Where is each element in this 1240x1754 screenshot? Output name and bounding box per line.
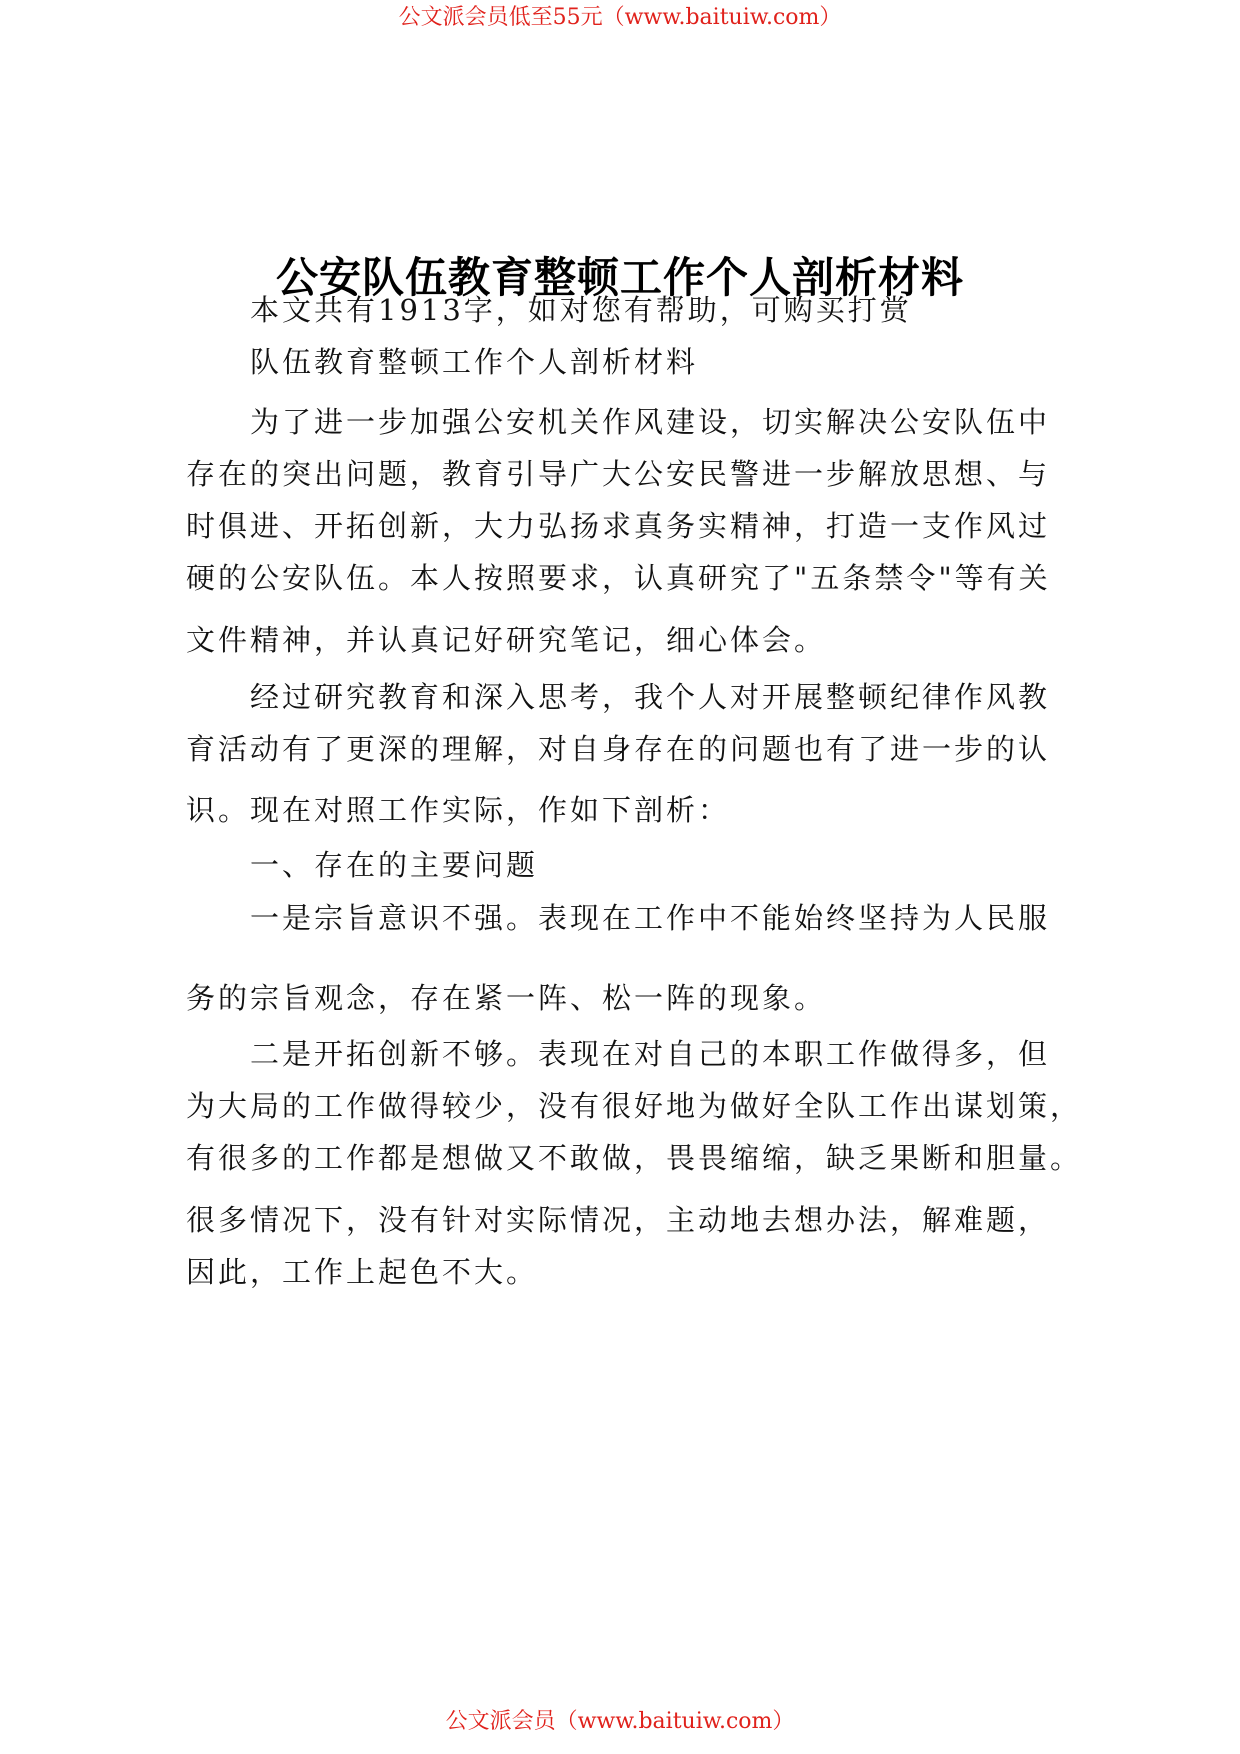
paragraph-1-line-4: 硬的公安队伍。本人按照要求，认真研究了"五条禁令"等有关 — [186, 561, 1051, 595]
paragraph-4-line-3: 有很多的工作都是想做又不敢做，畏畏缩缩，缺乏果断和胆量。 — [186, 1141, 1083, 1175]
paragraph-4-line-2: 为大局的工作做得较少，没有很好地为做好全队工作出谋划策， — [186, 1089, 1083, 1123]
intro-line-word-count: 本文共有1913字，如对您有帮助，可购买打赏 — [250, 293, 912, 327]
paragraph-4-line-4: 很多情况下，没有针对实际情况，主动地去想办法，解难题， — [186, 1203, 1051, 1237]
paragraph-3-line-1: 一是宗旨意识不强。表现在工作中不能始终坚持为人民服 — [250, 901, 1051, 935]
paragraph-4-line-1: 二是开拓创新不够。表现在对自己的本职工作做得多，但 — [250, 1037, 1051, 1071]
paragraph-2-line-1: 经过研究教育和深入思考，我个人对开展整顿纪律作风教 — [250, 680, 1051, 714]
paragraph-2-line-2: 育活动有了更深的理解，对自身存在的问题也有了进一步的认 — [186, 732, 1051, 766]
intro-line-subtitle: 队伍教育整顿工作个人剖析材料 — [250, 345, 699, 379]
paragraph-1-line-5: 文件精神，并认真记好研究笔记，细心体会。 — [186, 623, 827, 657]
paragraph-1-line-3: 时俱进、开拓创新，大力弘扬求真务实精神，打造一支作风过 — [186, 509, 1051, 543]
paragraph-4-line-5: 因此，工作上起色不大。 — [186, 1255, 539, 1289]
paragraph-1-line-1: 为了进一步加强公安机关作风建设，切实解决公安队伍中 — [250, 405, 1051, 439]
footer-banner-link[interactable]: 公文派会员（www.baituiw.com） — [445, 1709, 795, 1734]
header-banner-link[interactable]: 公文派会员低至55元（www.baituiw.com） — [398, 5, 842, 30]
document-title: 公安队伍教育整顿工作个人剖析材料 — [275, 253, 964, 302]
paragraph-1-line-2: 存在的突出问题，教育引导广大公安民警进一步解放思想、与 — [186, 457, 1051, 491]
paragraph-3-line-2: 务的宗旨观念，存在紧一阵、松一阵的现象。 — [186, 981, 827, 1015]
section-heading: 一、存在的主要问题 — [250, 848, 539, 882]
paragraph-2-line-3: 识。现在对照工作实际，作如下剖析： — [186, 793, 731, 827]
